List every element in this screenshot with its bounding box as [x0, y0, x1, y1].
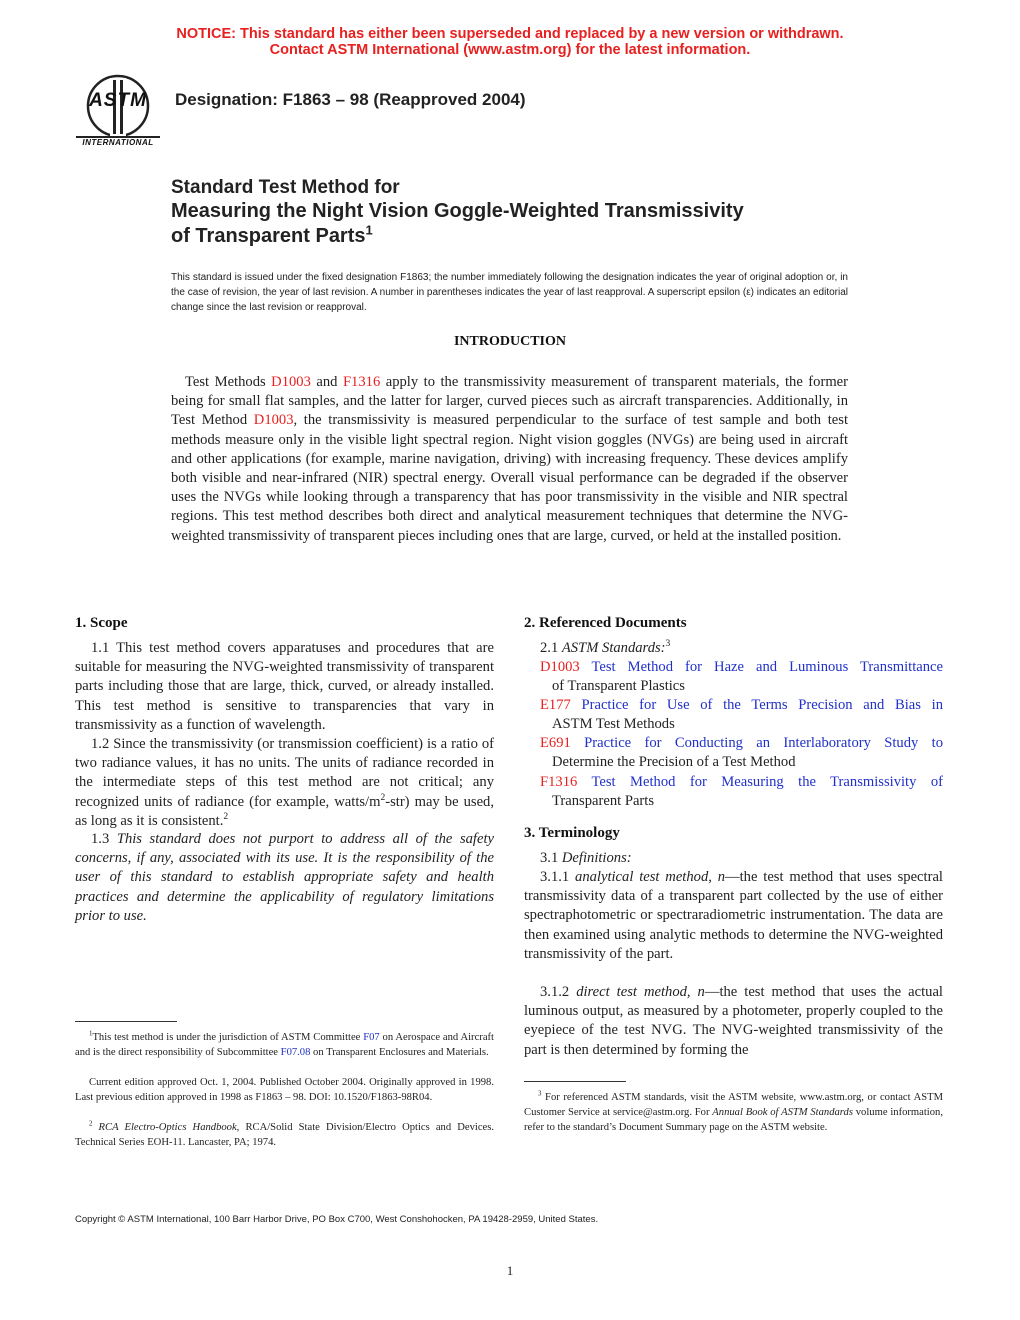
definition-analytical-test-method [524, 868, 943, 964]
refdoc-title[interactable]: Practice for Conducting an Interlaboratory Study to [584, 735, 943, 751]
designation: Designation: F1863 – 98 (Reapproved 2004) [175, 90, 526, 109]
footnote-3 [524, 1090, 943, 1135]
footnote-divider-left [75, 1021, 177, 1022]
scope-1-3 [75, 830, 494, 926]
page-number: 1 [506, 1263, 514, 1278]
footnote-3-text-a: For referenced ASTM standards, visit the ASTM website, www.astm.org, or contact ASTM Customer Service at service@astm.org. For [524, 1092, 944, 1118]
footnote-2-text: RCA/Solid State Division/Electro Optics and Devices. Technical Series EOH-11. Lancaster, PA; 1974. [75, 1122, 494, 1148]
refdoc-title[interactable]: Practice for Use of the Terms Precision and Bias in [581, 697, 943, 713]
refdoc-code[interactable]: D1003 [540, 659, 580, 675]
scope-1-1: 1.1 This test method covers apparatuses and procedures that are suitable for measuring the NVG-weighted transmissivity of transparent parts including those that are large, thick, curved, or already installed. This test method is sensitive to transparencies that vary in transmissivity as a function of wavelength. [75, 640, 494, 733]
intro-text-b: and [310, 374, 343, 390]
footnote-2-marker: 2 [89, 1120, 93, 1128]
intro-link-d1003-second[interactable]: D1003 [253, 412, 294, 429]
copyright: Copyright © ASTM International, 100 Barr Harbor Drive, PO Box C700, West Conshohocken, PA 19428-2959, United States. [75, 1214, 599, 1225]
refdocs-footnote-ref: 3 [665, 639, 671, 650]
title-footnote-ref: 1 [365, 222, 373, 238]
title-line-3-text: of Transparent Parts [171, 225, 366, 247]
notice-line-1: NOTICE: This standard has either been superseded and replaced by a new version or withdrawn. [176, 26, 844, 42]
refdoc-code[interactable]: E177 [540, 697, 571, 713]
logo-text: ASTM [89, 90, 147, 111]
refdocs-sub-text: ASTM Standards: [561, 640, 666, 656]
scope-1-2-text-b: -str) may be used, as long as it is consistent. [75, 793, 494, 829]
terminology-subheading [540, 849, 632, 868]
refdoc-f1316-cont[interactable]: Transparent Parts [552, 793, 655, 809]
scope-1-2-text-a: 1.2 Since the transmissivity (or transmission coefficient) is a ratio of two radiance values, it has no units. The units of radiance recorded in the intermediate steps of this test method are not critical; any recognized units of radiance (for example, watts/m [75, 736, 494, 810]
refdoc-d1003-cont[interactable]: of Transparent Plastics [552, 678, 685, 694]
introduction-paragraph [171, 373, 848, 546]
terminology-heading: 3. Terminology [524, 825, 620, 841]
definition-direct-test-method [524, 983, 943, 1060]
refdoc-code[interactable]: F1316 [540, 774, 578, 790]
terminology-sub-number: 3.1 [540, 850, 562, 866]
refdocs-heading: 2. Referenced Documents [524, 615, 687, 631]
scope-1-2-footnote-ref: 2 [223, 811, 229, 822]
footnote-1-text-b: on Aerospace and Aircraft and is the direct responsibility of Subcommittee [75, 1032, 494, 1058]
refdoc-title[interactable]: Test Method for Measuring the Transmissivity of [591, 774, 943, 790]
footnote-3-italic: Annual Book of ASTM Standards [712, 1107, 853, 1118]
scope-heading: 1. Scope [75, 615, 128, 631]
refdoc-e177[interactable] [540, 696, 943, 715]
title-line-1: Standard Test Method for [171, 177, 400, 198]
footnote-1-marker: 1 [89, 1030, 93, 1038]
definition-2-text: —the test method that uses the actual luminous output, as measured by a photometer, properly coupled to the eyepiece of the test NVG. The NVG-weighted transmissivity of the part is then determined by forming the [524, 984, 943, 1058]
title-line-2: Measuring the Night Vision Goggle-Weighted Transmissivity [171, 200, 744, 222]
footnote-2-italic: RCA Electro-Optics Handbook, [98, 1122, 240, 1133]
scope-1-2 [75, 735, 494, 831]
footnote-link-f07-08[interactable]: F07.08 [280, 1047, 311, 1058]
footnote-1-edition: Current edition approved Oct. 1, 2004. Published October 2004. Originally approved in 1998. Last previous edition approved in 1998 as F1863 – 98. DOI: 10.1520/F1863-98R04. [75, 1077, 494, 1103]
definition-1-term: analytical test method, n [575, 869, 726, 885]
intro-text-c: apply to the transmissivity measurement of transparent materials, the former being for small flat samples, and the latter for larger, curved pieces such as aircraft transparencies. Additionally, in Test Method [171, 374, 849, 429]
astm-logo [74, 72, 162, 152]
refdocs-subheading [540, 639, 670, 658]
notice-line-2: Contact ASTM International (www.astm.org) for the latest information. [269, 42, 751, 58]
refdoc-e691[interactable] [540, 734, 943, 753]
refdoc-f1316[interactable] [540, 773, 943, 792]
intro-link-f1316[interactable]: F1316 [342, 374, 381, 390]
footnote-3-marker: 3 [538, 1090, 542, 1098]
definition-2-term: direct test method, n [576, 984, 705, 1000]
intro-text-d: , the transmissivity is measured perpendicular to the surface of test sample and both test methods measure only in the visible light spectral region. Night vision goggles (NVGs) are being used in aircraft and other applications (for example, marine navigation, driving) with increasing frequency. These devices amplify both visible and near-infrared (NIR) spectral energy. Overall visual performance can be degraded if the observer uses the NVGs while looking through a transparency that has poor transmissivity in the visible and NIR spectral regions. This test method describes both direct and analytical measurement techniques that determine the NVG-weighted transmissivity of transparent pieces including ones that are large, curved, or held at the installed position. [171, 412, 848, 544]
refdoc-code[interactable]: E691 [540, 735, 571, 751]
scope-1-2-superscript: 2 [380, 792, 386, 803]
refdoc-title[interactable]: Test Method for Haze and Luminous Transmittance [591, 659, 943, 675]
title-line-3 [171, 224, 373, 249]
issuance-statement: This standard is issued under the fixed designation F1863; the number immediately following the designation indicates the year of original adoption or, in the case of revision, the year of last revision. A number in parentheses indicates the year of last reapproval. A superscript epsilon (ε) indicates an editorial change since the last revision or reapproval. [171, 272, 848, 313]
refdoc-e691-cont[interactable]: Determine the Precision of a Test Method [552, 754, 796, 770]
refdoc-d1003[interactable] [540, 658, 943, 677]
footnote-1-text-c: on Transparent Enclosures and Materials. [310, 1047, 489, 1058]
definition-1-text: —the test method that uses spectral transmissivity data of a transparent part collected by the use of either spectraphotometric or spectraradiometric instrumentation. The data are then examined using analytic methods to determine the NVG-weighted transmissivity of the part. [524, 869, 943, 962]
footnote-divider-right [524, 1081, 626, 1082]
scope-1-3-number: 1.3 [91, 831, 117, 847]
refdoc-e177-cont[interactable]: ASTM Test Methods [552, 716, 675, 732]
footnote-3-text-b: volume information, refer to the standard’s Document Summary page on the ASTM website. [524, 1107, 943, 1133]
introduction-heading: INTRODUCTION [453, 334, 566, 349]
footnote-link-f07[interactable]: F07 [363, 1032, 380, 1043]
logo-subtext: INTERNATIONAL [82, 138, 154, 147]
footnote-1 [75, 1030, 494, 1060]
intro-text-a: Test Methods [185, 374, 272, 390]
terminology-sub-text: Definitions: [561, 850, 632, 866]
definition-1-number: 3.1.1 [540, 869, 576, 885]
intro-link-d1003[interactable]: D1003 [271, 374, 311, 390]
definition-2-number: 3.1.2 [540, 984, 577, 1000]
refdocs-sub-number: 2.1 [540, 640, 562, 656]
footnote-2 [75, 1120, 494, 1150]
footnote-1-text-a: This test method is under the jurisdiction of ASTM Committee [92, 1032, 364, 1043]
scope-1-3-text: This standard does not purport to address all of the safety concerns, if any, associated with its use. It is the responsibility of the user of this standard to establish appropriate safety and health practices and determine the applicability of regulatory limitations prior to use. [75, 831, 494, 924]
